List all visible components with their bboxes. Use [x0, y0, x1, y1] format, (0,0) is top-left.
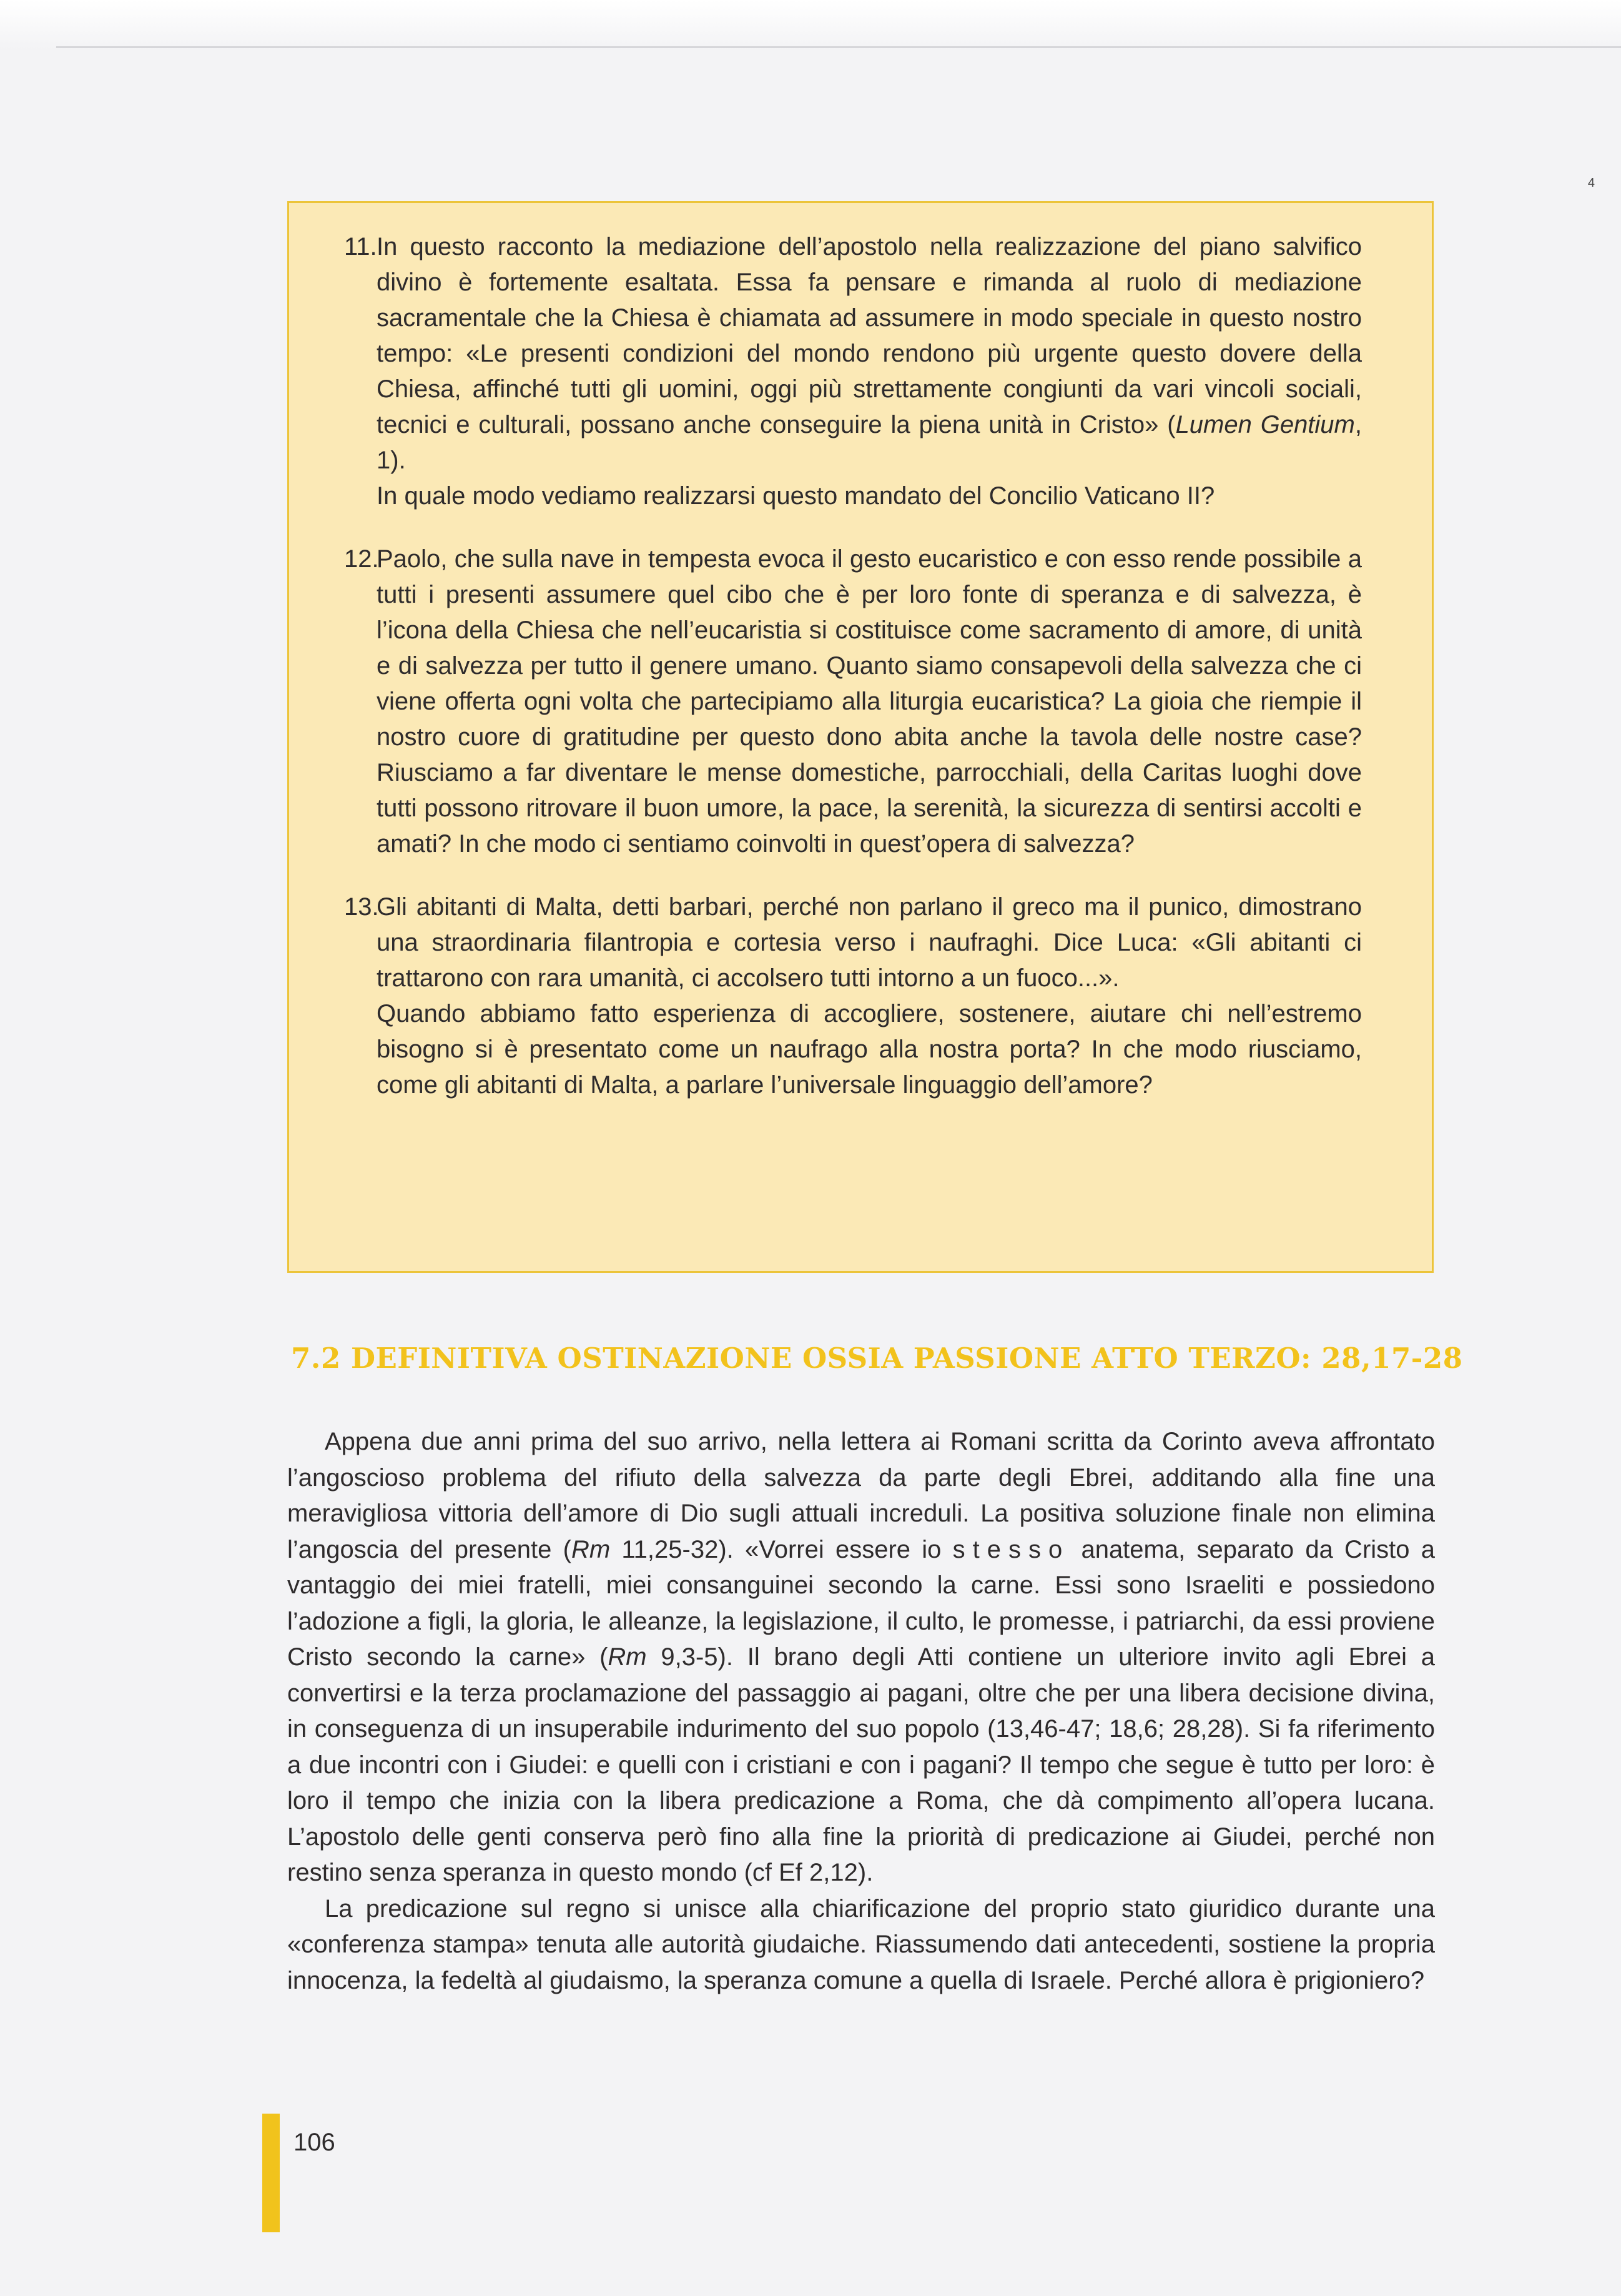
reflection-questions-box: [287, 201, 1434, 1273]
section-heading: 7.2 DEFINITIVA OSTINAZIONE OSSIA PASSIONE ATTO TERZO: 28,17-28: [291, 1342, 1463, 1375]
page-number: 106: [293, 2129, 335, 2156]
citation-abbr: Rm: [571, 1535, 611, 1563]
paragraph-1: Appena due anni prima del suo arrivo, nella lettera ai Romani scritta da Corinto aveva affrontato l’angoscioso problema del rifiuto della salvezza da parte degli Ebrei, additando alla fine una meravigliosa vittoria dell’amore di Dio sugli attuali increduli. La positiva soluzione finale non elimina l’angoscia del presente (Rm 11,25-32). «Vorrei essere io stesso anatema, separato da Cristo a vantaggio dei miei fratelli, miei consanguinei secondo la carne. Essi sono Israeliti e possiedono l’adozione a figli, la gloria, le alleanze, la legislazione, il culto, le promesse, i patriarchi, da essi proviene Cristo secondo la carne» (Rm 9,3-5). Il brano degli Atti contiene un ulteriore invito agli Ebrei a convertirsi e la terza proclamazione del passaggio ai pagani, oltre che per una libera decisione divina, in conseguenza di un insuperabile indurimento del suo popolo (13,46-47; 18,6; 28,28). Si fa riferimento a due incontri con i Giudei: e quelli con i cristiani e con i pagani? Il tempo che segue è tutto per loro: è loro il tempo che inizia con la libera predicazione a Roma, che dà compimento all’opera lucana. L’apostolo delle genti conserva però fino alla fine la priorità di predicazione ai Giudei, perché non restino senza speranza in questo mondo (cf Ef 2,12).: [287, 1428, 1435, 1886]
question-11: [344, 229, 1362, 514]
spaced-word: stesso: [952, 1535, 1070, 1563]
question-prompt: Quando abbiamo fatto esperienza di accogliere, sostenere, aiutare chi nell’estremo bisogno si è presentato come un naufrago alla nostra porta? In che modo riusciamo, come gli abitanti di Malta, a parlare l’universale linguaggio dell’amore?: [377, 1000, 1362, 1099]
citation-abbr: Rm: [608, 1643, 647, 1671]
question-number: 13.: [344, 893, 379, 921]
page-number-bar: [262, 2114, 280, 2232]
question-number: 11.: [344, 233, 377, 260]
question-text: Gli abitanti di Malta, detti barbari, perché non parlano il greco ma il punico, dimostrano una straordinaria filantropia e cortesia verso i naufraghi. Dice Luca: «Gli abitanti ci trattarono con rara umanità, ci accolsero tutti intorno a un fuoco...».: [377, 893, 1362, 992]
question-12: [344, 542, 1362, 862]
question-text: Paolo, che sulla nave in tempesta evoca il gesto eucaristico e con esso rende possibile a tutti i presenti assumere quel cibo che è per loro fonte di speranza e di salvezza, è l’icona della Chiesa che nell’eucaristia si costituisce come sacramento di amore, di unità e di salvezza per tutto il genere umano. Quanto siamo consapevoli della salvezza che ci viene offerta ogni volta che partecipiamo alla liturgia eucaristica? La gioia che riempie il nostro cuore di gratitudine per questo dono abita anche la tavola delle nostre case? Riusciamo a far diventare le mense domestiche, parrocchiali, della Caritas luoghi dove tutti possono ritrovare il buon umore, la pace, la serenità, la sicurezza di sentirsi accolti e amati? In che modo ci sentiamo coinvolti in quest’opera di salvezza?: [377, 545, 1362, 858]
question-body: [377, 542, 1362, 862]
body-text: [287, 1424, 1435, 1999]
question-number: 12.: [344, 545, 379, 573]
corner-number: 4: [1587, 176, 1595, 190]
citation-title: Lumen Gentium: [1175, 411, 1355, 438]
question-13: [344, 889, 1362, 1103]
question-text: In questo racconto la mediazione dell’apostolo nella realizzazione del piano salvifico divino è fortemente esaltata. Essa fa pensare e rimanda al ruolo di mediazione sacramentale che la Chiesa è chiamata ad assumere in modo speciale in questo nostro tempo: «Le presenti condizioni del mondo rendono più urgente questo dovere della Chiesa, affinché tutti gli uomini, oggi più strettamente congiunti da vari vincoli sociali, tecnici e culturali, possano anche conseguire la piena unità in Cristo» (Lumen Gentium, 1).: [377, 233, 1362, 474]
paragraph-2: La predicazione sul regno si unisce alla chiarificazione del proprio stato giuridico durante una «conferenza stampa» tenuta alle autorità giudaiche. Riassumendo dati antecedenti, sostiene la propria innocenza, la fedeltà al giudaismo, la speranza comune a quella di Israele. Perché allora è prigioniero?: [287, 1894, 1435, 1994]
top-rule: [56, 46, 1621, 48]
question-body: [377, 229, 1362, 514]
question-body: [377, 889, 1362, 1103]
question-prompt: In quale modo vediamo realizzarsi questo mandato del Concilio Vaticano II?: [377, 482, 1215, 510]
scan-edge: [0, 0, 1621, 50]
